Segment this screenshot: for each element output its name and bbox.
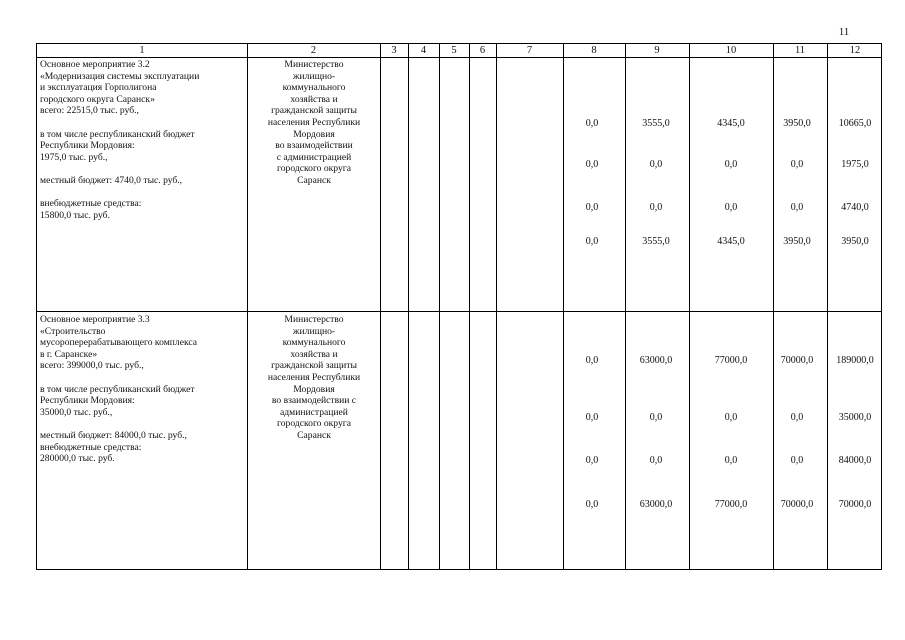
row-1-local-col8: 0,0 — [585, 202, 599, 213]
row-1-extra-col9: 3555,0 — [642, 236, 670, 247]
row-2-executor: Министерство жилищно- коммунального хозяйства и гражданской защиты населения Республики Мордовия во взаимодействии с администрацией городского округа Саранск — [267, 314, 361, 441]
column-divider — [380, 44, 381, 569]
column-divider — [469, 44, 470, 569]
row-2-total-col8: 0,0 — [585, 355, 599, 366]
row-1-extra-col8: 0,0 — [585, 236, 599, 247]
row-2-local-col11: 0,0 — [790, 455, 804, 466]
row-2-local-col9: 0,0 — [649, 455, 663, 466]
row-1-republic-col11: 0,0 — [790, 159, 804, 170]
header-divider — [37, 57, 881, 58]
row-2-republic-col9: 0,0 — [649, 412, 663, 423]
row-1-local-col12: 4740,0 — [841, 202, 869, 213]
row-divider — [37, 311, 881, 312]
row-1-republic-col12: 1975,0 — [841, 159, 869, 170]
row-1-description: Основное мероприятие 3.2 «Модернизация системы эксплуатации и эксплуатация Горполигона городского округа Саранск» всего: 22515,0 тыс. руб., в том числе республиканский бюджет Республики Мордовия: 1975,0 тыс. руб., местный бюджет: 4740,0 тыс. руб., внебюджетные средства: 15800,0 тыс. руб. — [40, 59, 200, 221]
row-1-total-col10: 4345,0 — [717, 118, 745, 129]
page-number: 11 — [838, 26, 850, 38]
row-2-extra-col11: 70000,0 — [780, 499, 814, 510]
row-2-extra-col8: 0,0 — [585, 499, 599, 510]
row-2-extra-col10: 77000,0 — [714, 499, 748, 510]
row-2-local-col8: 0,0 — [585, 455, 599, 466]
row-2-republic-col12: 35000,0 — [838, 412, 872, 423]
row-2-total-col11: 70000,0 — [780, 355, 814, 366]
header-col-10: 10 — [725, 45, 737, 56]
row-1-executor: Министерство жилищно- коммунального хозяйства и гражданской защиты населения Республики Мордовия во взаимодействии с администрацией городского округа Саранск — [267, 59, 361, 186]
program-table — [36, 43, 882, 570]
column-divider — [408, 44, 409, 569]
row-1-extra-col12: 3950,0 — [841, 236, 869, 247]
header-col-12: 12 — [849, 45, 861, 56]
header-col-3: 3 — [391, 45, 397, 56]
row-1-total-col12: 10665,0 — [838, 118, 872, 129]
row-1-total-col11: 3950,0 — [783, 118, 811, 129]
row-1-local-col11: 0,0 — [790, 202, 804, 213]
row-1-local-col10: 0,0 — [724, 202, 738, 213]
header-col-5: 5 — [451, 45, 457, 56]
row-2-republic-col11: 0,0 — [790, 412, 804, 423]
row-1-extra-col11: 3950,0 — [783, 236, 811, 247]
header-col-7: 7 — [526, 45, 533, 56]
header-col-8: 8 — [591, 45, 597, 56]
column-divider — [439, 44, 440, 569]
row-1-extra-col10: 4345,0 — [717, 236, 745, 247]
row-1-total-col8: 0,0 — [585, 118, 599, 129]
row-2-extra-col12: 70000,0 — [838, 499, 872, 510]
column-divider — [496, 44, 497, 569]
row-1-republic-col9: 0,0 — [649, 159, 663, 170]
row-2-republic-col10: 0,0 — [724, 412, 738, 423]
header-col-4: 4 — [420, 45, 427, 56]
header-col-1: 1 — [139, 45, 145, 56]
header-col-9: 9 — [654, 45, 660, 56]
row-2-local-col12: 84000,0 — [838, 455, 872, 466]
header-col-6: 6 — [479, 45, 486, 56]
header-col-2: 2 — [310, 45, 317, 56]
row-2-total-col12: 189000,0 — [836, 355, 874, 366]
row-2-extra-col9: 63000,0 — [639, 499, 673, 510]
row-2-total-col10: 77000,0 — [714, 355, 748, 366]
row-2-total-col9: 63000,0 — [639, 355, 673, 366]
row-1-republic-col8: 0,0 — [585, 159, 599, 170]
row-2-republic-col8: 0,0 — [585, 412, 599, 423]
row-1-total-col9: 3555,0 — [642, 118, 670, 129]
header-col-11: 11 — [794, 45, 806, 56]
row-2-description: Основное мероприятие 3.3 «Строительство мусороперерабатывающего комплекса в г. Саранске» всего: 399000,0 тыс. руб., в том числе республиканский бюджет Республики Мордовия: 35000,0 тыс. руб., местный бюджет: 84000,0 тыс. руб., внебюджетные средства: 280000,0 тыс. руб. — [40, 314, 198, 465]
row-1-local-col9: 0,0 — [649, 202, 663, 213]
row-1-republic-col10: 0,0 — [724, 159, 738, 170]
row-2-local-col10: 0,0 — [724, 455, 738, 466]
